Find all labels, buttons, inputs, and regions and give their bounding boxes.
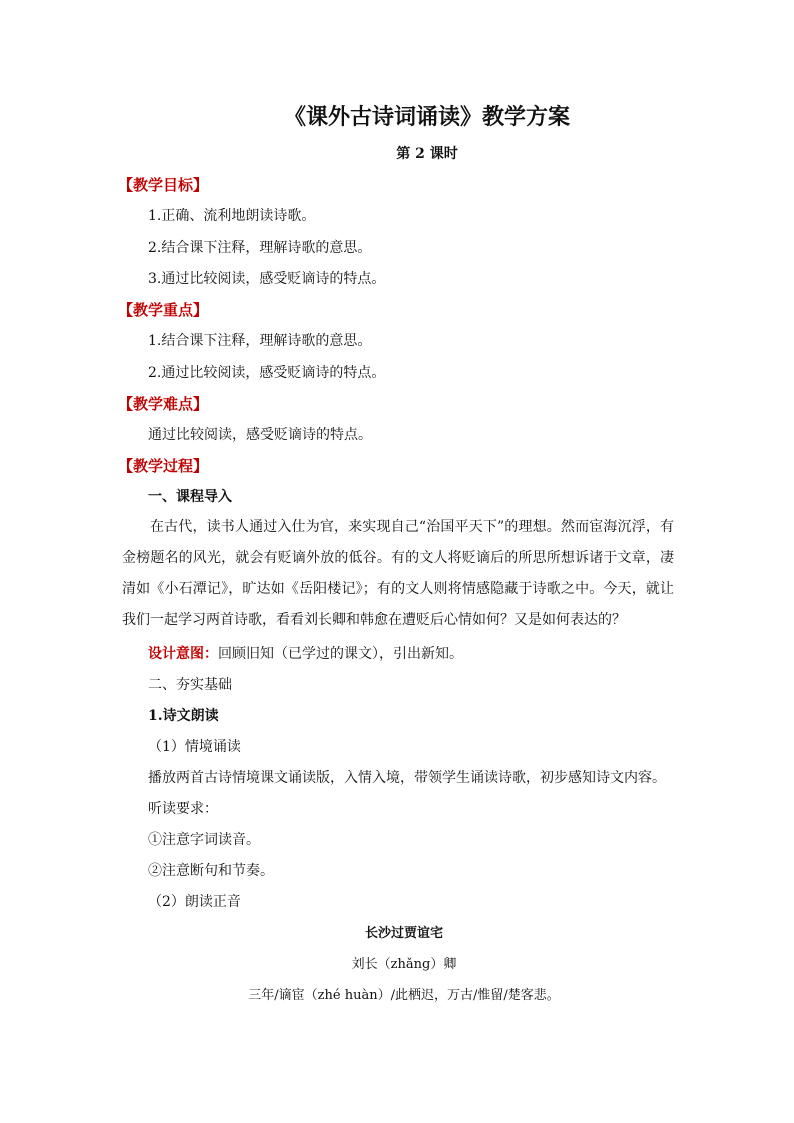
- objective-item-2: 2.结合课下注释，理解诗歌的意思。: [148, 240, 372, 256]
- intro-paragraph: 在古代，读书人通过入仕为官，来实现自己“治国平天下”的理想。然而宦海沉浮，有金榜题名的风光，就会有贬谪外放的低谷。有的文人将贬谪后的所思所想诉诸于文章，凄清如《小石潭记》，旷达如《岳阳楼记》；有的文人则将情感隐藏于诗歌之中。今天，就让我们一起学习两首诗歌，看看刘长卿和韩愈在遭贬后心情如何？又是如何表达的？: [122, 519, 674, 628]
- key-point-item-1: 1.结合课下注释，理解诗歌的意思。: [148, 333, 372, 349]
- requirement-item-2: ②注意断句和节奏。: [148, 863, 274, 879]
- process-heading: 【教学过程】: [118, 457, 209, 475]
- poem-line-1: 三年/谪宦（zhé huàn）/此栖迟，万古/惟留/楚客悲。: [248, 988, 560, 1003]
- poem-title: 长沙过贾谊宅: [364, 926, 443, 941]
- section-foundation-title: 二、夯实基础: [148, 677, 232, 693]
- difficulties-heading: 【教学难点】: [118, 395, 209, 413]
- listening-requirements-label: 听读要求：: [148, 801, 218, 817]
- design-intent: [148, 644, 682, 664]
- objective-item-3: 3.通过比较阅读，感受贬谪诗的特点。: [148, 271, 386, 287]
- difficulty-item-1: 通过比较阅读，感受贬谪诗的特点。: [148, 427, 372, 443]
- poem-reading-subtitle: 1.诗文朗读: [148, 708, 219, 724]
- lesson-number: 第 2 课时: [396, 146, 458, 162]
- key-points-heading: 【教学重点】: [118, 301, 209, 319]
- poem-author: 刘长（zhǎng）卿: [351, 957, 457, 972]
- objective-item-1: 1.正确、流利地朗读诗歌。: [148, 208, 316, 224]
- design-intent-label: 设计意图：: [148, 646, 218, 662]
- pronunciation-step: （2）朗读正音: [148, 894, 241, 910]
- document-title: 《课外古诗词诵读》教学方案: [283, 104, 570, 130]
- key-point-item-2: 2.通过比较阅读，感受贬谪诗的特点。: [148, 365, 386, 381]
- situational-reading-text: 播放两首古诗情境课文诵读版，入情入境，带领学生诵读诗歌，初步感知诗文内容。: [148, 770, 666, 786]
- requirement-item-1: ①注意字词读音。: [148, 832, 260, 848]
- situational-reading-step: （1）情境诵读: [148, 739, 241, 755]
- section-intro-title: 一、课程导入: [148, 489, 232, 505]
- objectives-heading: 【教学目标】: [118, 176, 209, 194]
- design-intent-text: 回顾旧知（已学过的课文），引出新知。: [218, 646, 463, 662]
